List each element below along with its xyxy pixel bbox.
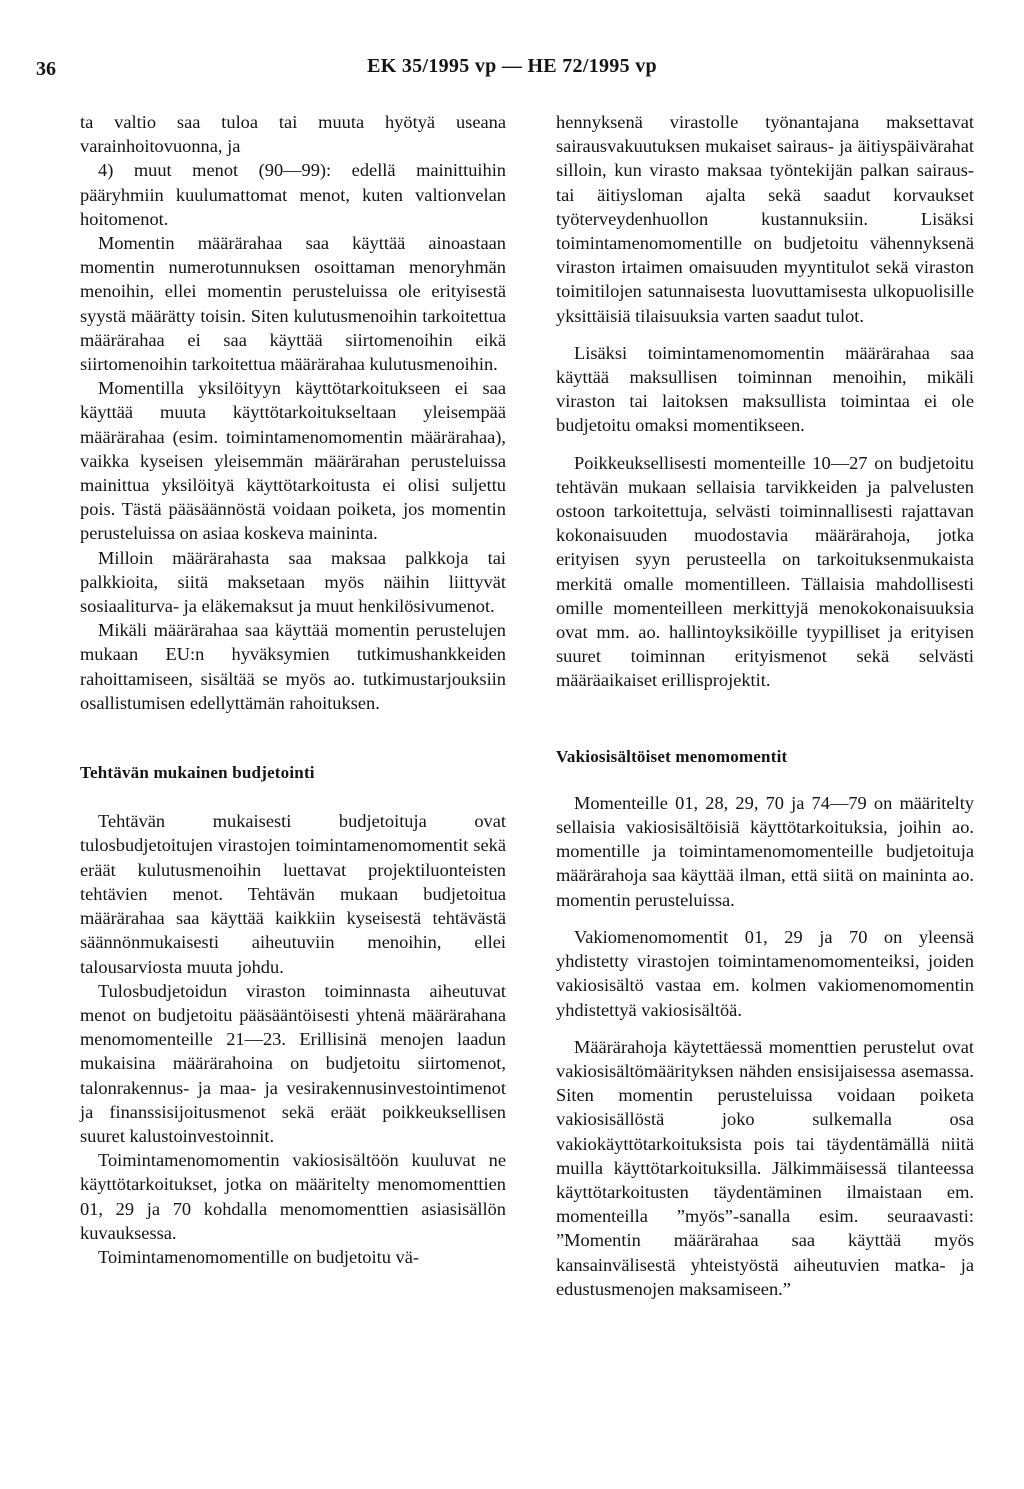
paragraph: Tulosbudjetoidun viraston toiminnasta aiheutuvat menot on budjetoitu pääsääntöisesti yhtenä määrärahana menomomenteille 21—23. Erillisinä menojen laadun mukaisina määrärahoina on budjetoitu siirtomenot, talonrakennus- ja maa- ja vesirakennusinvestointimenot ja finanssisijoitusmenot sekä eräät poikkeuksellisen suuret kalustoinvestoinnit. xyxy=(80,980,506,1146)
paragraph: Tehtävän mukaisesti budjetoituja ovat tulosbudjetoitujen virastojen toimintamenomomentit sekä eräät kulutusmenoihin luettavat projektiluonteisten tehtävien menot. Tehtävän mukaan budjetoitua määrärahaa saa käyttää kaikkiin kyseisestä tehtävästä säännönmukaisesti aiheutuviin menoihin, ellei talousarviosta muuta johdu. xyxy=(80,811,506,977)
paragraph: Lisäksi toimintamenomomentin määrärahaa saa käyttää maksullisen toiminnan menoihin, mikäli viraston tai laitoksen maksullista toimintaa ei ole budjetoitu omaksi momentikseen. xyxy=(556,342,974,436)
paragraph: Vakiomenomomentit 01, 29 ja 70 on yleensä yhdistetty virastojen toimintamenomomenteiksi, joiden vakiosisältö vastaa em. kolmen vakiomenomomentin yhdistettyä vakiosisältöä. xyxy=(556,926,974,1020)
paragraph: Momentilla yksilöityyn käyttötarkoitukseen ei saa käyttää muuta käyttötarkoitukseltaan yleisempää määrärahaa (esim. toimintamenomomentin määrärahaa), vaikka kyseisen yleisemmän määrärahan perusteluissa mainittua yksilöityä käyttötarkoitusta ei olisi suljettu pois. Tästä pääsäännöstä voidaan poiketa, jos momentin perusteluissa on asiaa koskeva maininta. xyxy=(80,378,506,544)
page-number: 36 xyxy=(36,58,56,80)
running-header: EK 35/1995 vp — HE 72/1995 vp xyxy=(367,55,657,77)
paragraph: Momentin määrärahaa saa käyttää ainoastaan momentin numerotunnuksen osoittaman menoryhmän menoihin, ellei momentin perusteluissa ole erityisestä syystä määrätty toisin. Siten kulutusmenoihin tarkoitettua määrärahaa ei saa käyttää siirtomenoihin eikä siirtomenoihin tarkoitettua määrärahaa kulutusmenoihin. xyxy=(80,233,506,375)
paragraph: Määrärahoja käytettäessä momenttien perustelut ovat vakiosisältömäärityksen nähden ensisijaisessa asemassa. Siten momentin perusteluissa voidaan poiketa vakiosisällöstä joko sulkemalla osa vakiokäyttötarkoituksista pois tai täydentämällä niitä muilla käyttötarkoituksilla. Jälkimmäisessä tilanteessa käyttötarkoitusten täydentäminen ilmaistaan em. momenteilla ”myös”-sanalla esim. seuraavasti: ”Momentin määrärahaa saa käyttää myös kansainvälisestä yhteistyöstä aiheutuvien matka- ja edustusmenojen maksamiseen.” xyxy=(556,1036,974,1299)
paragraph: Toimintamenomomentille on budjetoitu vä- xyxy=(98,1246,420,1267)
right-column xyxy=(556,110,974,1301)
section-heading: Vakiosisältöiset menomomentit xyxy=(556,746,788,766)
section-heading: Tehtävän mukainen budjetointi xyxy=(80,763,315,783)
paragraph: Mikäli määrärahaa saa käyttää momentin perustelujen mukaan EU:n hyväksymien tutkimushankkeiden rahoittamiseen, sisältää se myös ao. tutkimustarjouksiin osallistumisen edellyttämän rahoituksen. xyxy=(80,620,506,713)
paragraph: 4) muut menot (90—99): edellä mainittuihin pääryhmiin kuulumattomat menot, kuten valtionvelan hoitomenot. xyxy=(80,160,506,229)
paragraph: Toimintamenomomentin vakiosisältöön kuuluvat ne käyttötarkoitukset, jotka on määritelty menomomenttien 01, 29 ja 70 kohdalla menomomenttien asiasisällön kuvauksessa. xyxy=(80,1150,506,1243)
left-column xyxy=(80,110,506,1269)
paragraph: hennyksenä virastolle työnantajana maksettavat sairausvakuutuksen mukaiset sairaus- ja äitiyspäivärahat silloin, kun virasto maksaa työntekijän palkan sairaus- tai äitiysloman ajalta sekä saadut korvaukset työterveydenhuollon kustannuksiin. Lisäksi toimintamenomomentille on budjetoitu vähennyksenä viraston irtaimen omaisuuden myyntitulot sekä viraston toimitilojen satunnaisesta luovuttamisesta ulkopuolisille yksittäisiä tilaisuuksia varten saadut tulot. xyxy=(556,112,974,326)
paragraph: Momenteille 01, 28, 29, 70 ja 74—79 on määritelty sellaisia vakiosisältöisiä käyttötarkoituksia, joihin ao. momentille ja toimintamenomomenteille budjetoituja määrärahoja saa käyttää ilman, että siitä on maininta ao. momentin perusteluissa. xyxy=(556,792,974,910)
paragraph: Poikkeuksellisesti momenteille 10—27 on budjetoitu tehtävän mukaan sellaisia tarvikkeiden ja palvelusten ostoon tarkoitettuja, selvästi toiminnallisesti rajattavan kokonaisuuden muodostavia määrärahoja, jotka erityisen syyn perusteella on tarkoituksenmukaista merkitä omalle momentilleen. Tällaisia mahdollisesti omille momenteilleen merkittyjä menokokonaisuuksia ovat mm. ao. hallintoyksiköille tyypilliset ja erityisen suuret toiminnan erityismenot sekä selvästi määräaikaiset erillisprojektit. xyxy=(556,452,974,691)
paragraph: ta valtio saa tuloa tai muuta hyötyä useana varainhoitovuonna, ja xyxy=(80,112,506,157)
paragraph: Milloin määrärahasta saa maksaa palkkoja tai palkkioita, siitä maksetaan myös näihin liittyvät sosiaaliturva- ja eläkemaksut ja muut henkilösivumenot. xyxy=(80,547,506,617)
